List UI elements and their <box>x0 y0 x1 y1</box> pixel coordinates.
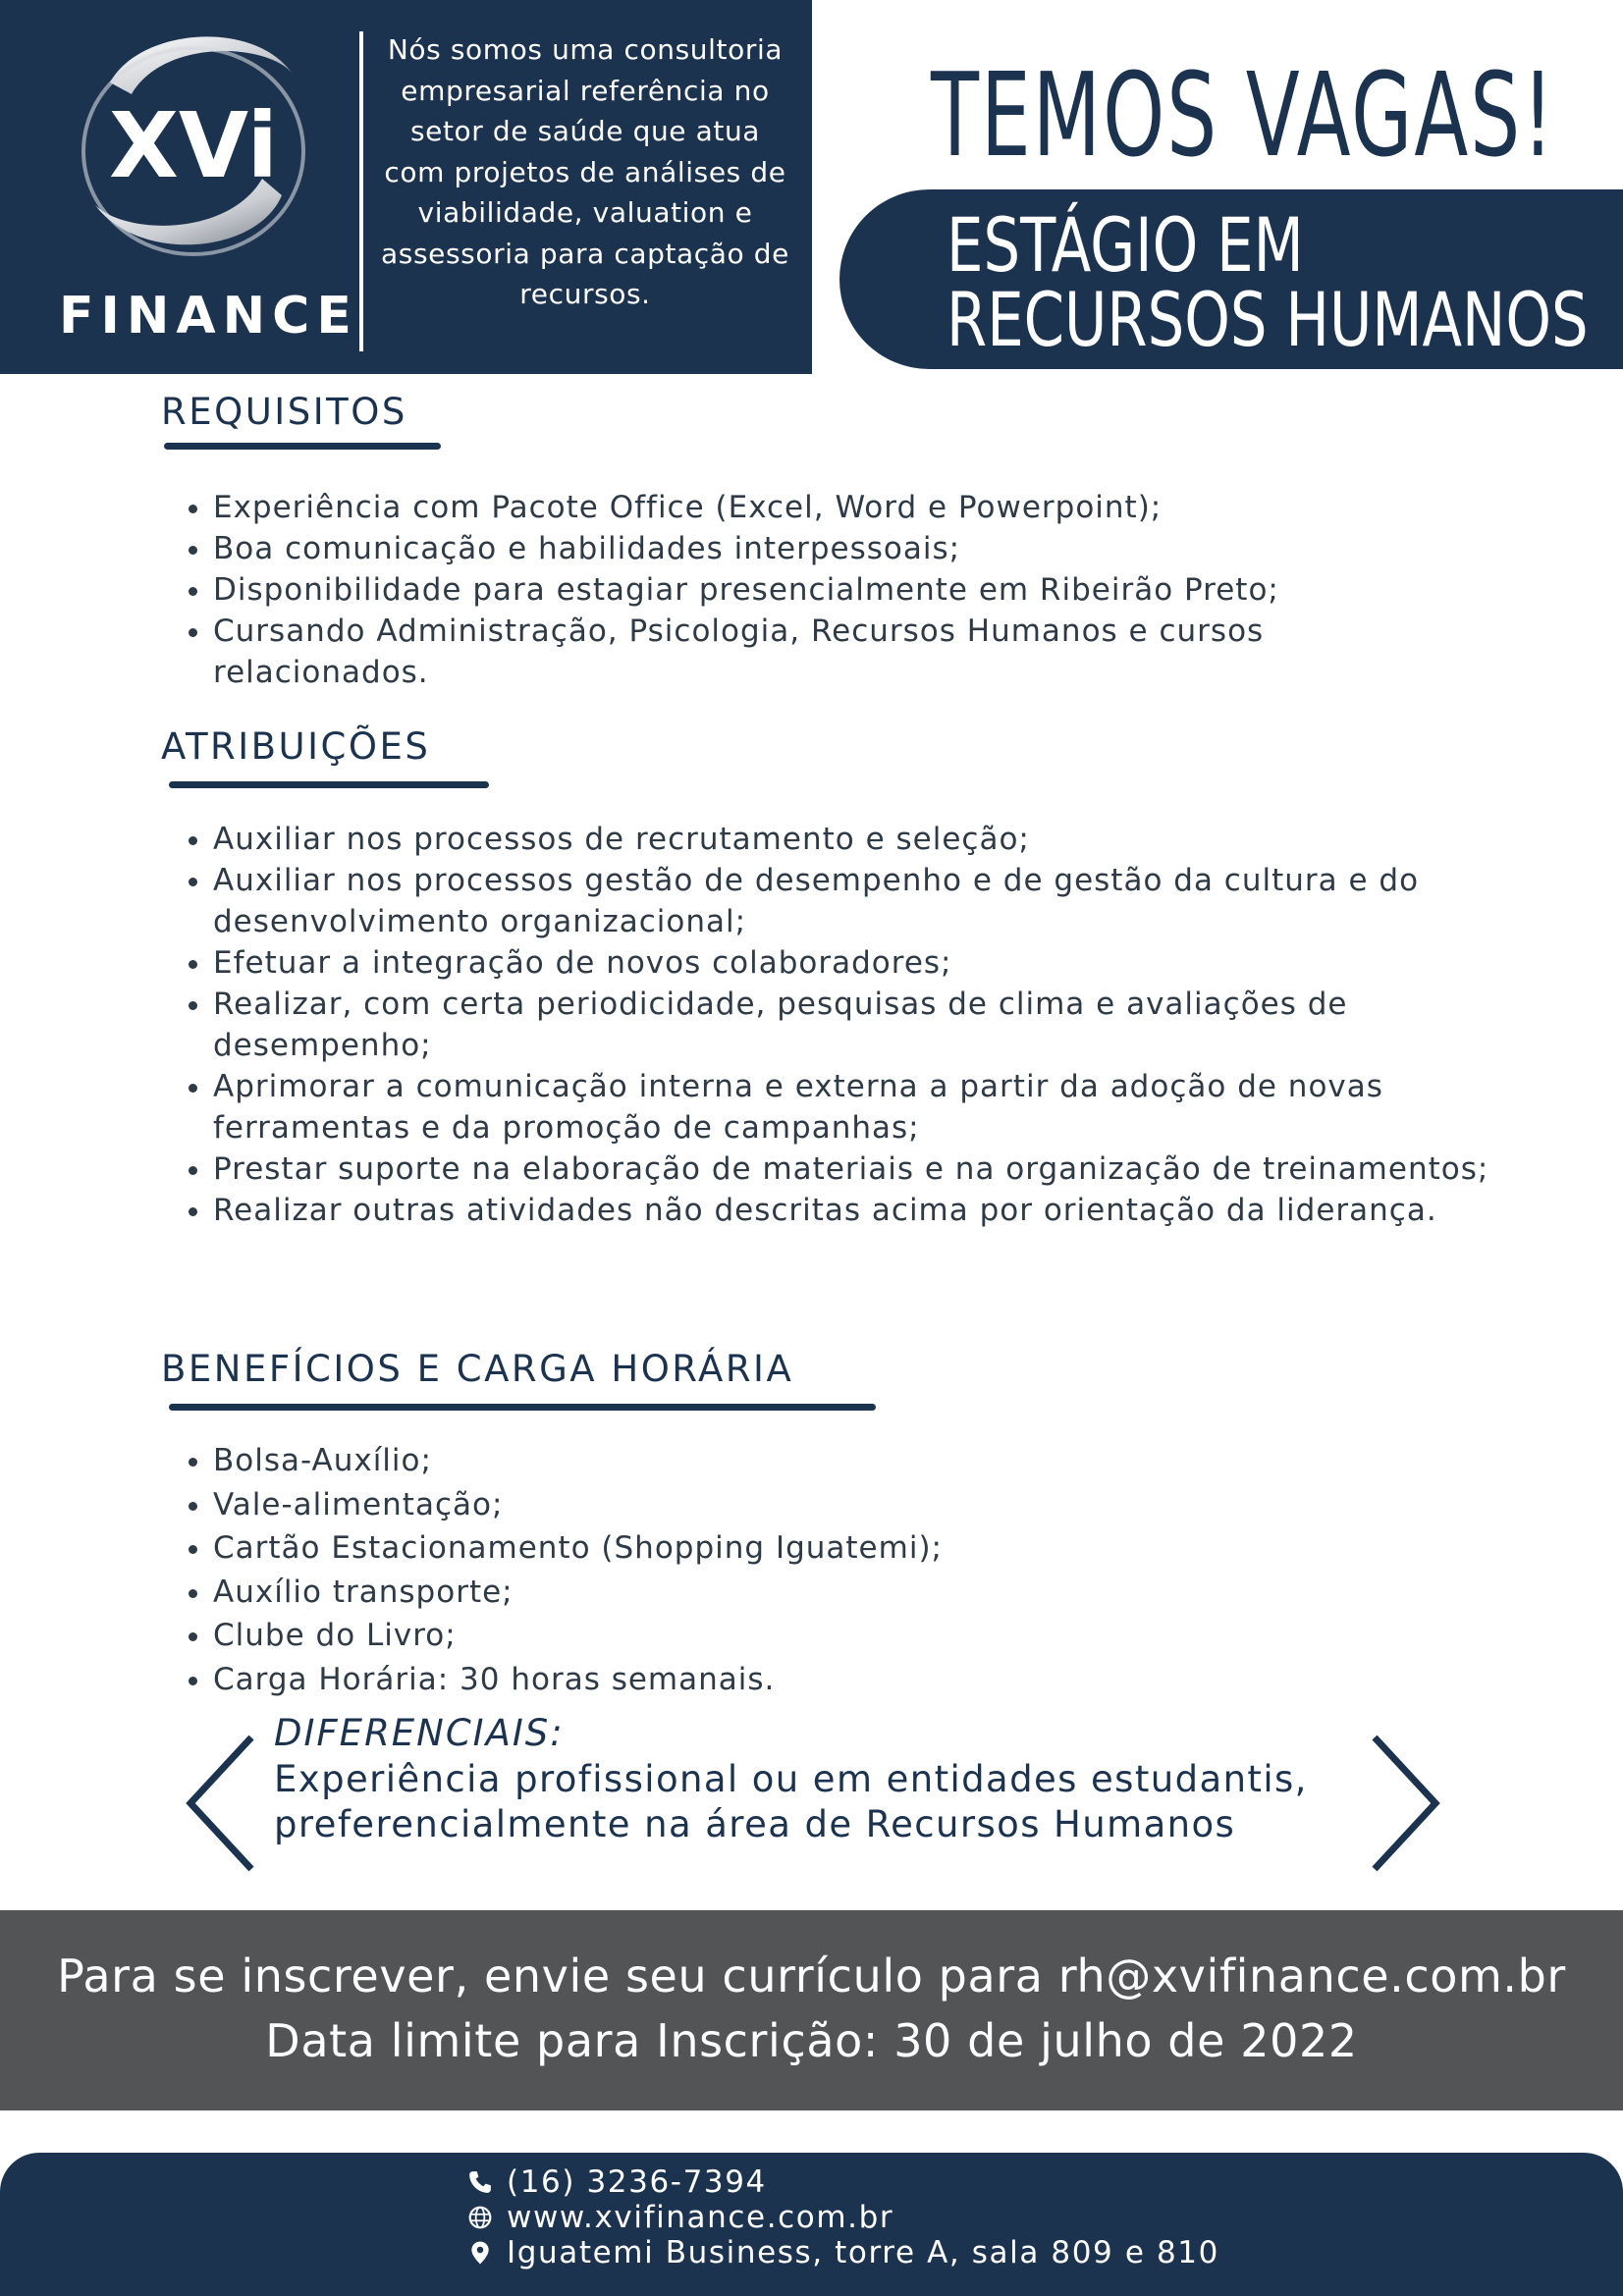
list-item: • Cursando Administração, Psicologia, Recursos Humanos e cursos relacionados. <box>213 611 1489 693</box>
contact-website[interactable] <box>467 2200 893 2235</box>
logo-wordmark: FINANCE <box>59 287 358 346</box>
atribuicoes-list <box>175 819 1519 1231</box>
phone-icon <box>467 2169 493 2195</box>
phone-number: (16) 3236-7394 <box>507 2164 767 2200</box>
beneficios-list <box>175 1439 1489 1701</box>
apply-instructions: Para se inscrever, envie seu currículo para rh@xvifinance.com.br <box>57 1949 1566 2002</box>
list-item: • Clube do Livro; <box>213 1614 1489 1658</box>
address-text: Iguatemi Business, torre A, sala 809 e 810 <box>507 2235 1219 2270</box>
website-link[interactable]: www.xvifinance.com.br <box>507 2200 894 2235</box>
job-title-line-2: RECURSOS HUMANOS <box>947 276 1589 363</box>
section-underline <box>169 1404 876 1411</box>
contact-address <box>467 2235 1219 2270</box>
list-item: • Auxílio transporte; <box>213 1571 1489 1615</box>
job-title <box>947 201 1589 363</box>
section-title-requisitos: REQUISITOS <box>161 391 407 433</box>
contact-phone <box>467 2164 767 2200</box>
list-item: • Auxiliar nos processos gestão de desempenho e de gestão da cultura e do desenvolvimento organizacional; <box>213 860 1519 942</box>
header-divider <box>359 31 363 351</box>
list-item: • Cartão Estacionamento (Shopping Iguatemi); <box>213 1526 1489 1571</box>
list-item: • Prestar suporte na elaboração de materiais e na organização de treinamentos; <box>213 1148 1519 1190</box>
section-underline <box>164 443 441 450</box>
job-title-line-1: ESTÁGIO EM <box>947 201 1304 289</box>
diferenciais-text: Experiência profissional ou em entidades estudantis, preferencialmente na área de Recursos Humanos <box>274 1758 1308 1845</box>
globe-icon <box>467 2205 493 2230</box>
deadline <box>0 2014 1623 2067</box>
list-item: • Aprimorar a comunicação interna e externa a partir da adoção de novas ferramentas e da promoção de campanhas; <box>213 1066 1519 1148</box>
deadline-date: 30 de julho de 2022 <box>878 2014 1358 2067</box>
footer <box>0 2153 1623 2296</box>
section-title-beneficios: BENEFÍCIOS E CARGA HORÁRIA <box>161 1348 794 1390</box>
list-item: • Carga Horária: 30 horas semanais. <box>213 1658 1489 1702</box>
chevron-left-icon <box>183 1734 257 1873</box>
list-item: • Auxiliar nos processos de recrutamento e seleção; <box>213 819 1519 860</box>
section-title-atribuicoes: ATRIBUIÇÕES <box>161 725 431 768</box>
logo-monogram: XVi <box>108 93 279 198</box>
list-item: • Vale-alimentação; <box>213 1483 1489 1527</box>
list-item: • Disponibilidade para estagiar presencialmente em Ribeirão Preto; <box>213 569 1489 611</box>
list-item: • Efetuar a integração de novos colaboradores; <box>213 942 1519 984</box>
deadline-label: Data limite para Inscrição: <box>265 2014 879 2067</box>
list-item: • Bolsa-Auxílio; <box>213 1439 1489 1483</box>
apply-banner <box>0 1910 1623 2110</box>
xvi-logo <box>71 14 316 269</box>
header-brand-panel <box>0 0 812 374</box>
company-description: Nós somos uma consultoria empresarial referência no setor de saúde que atua com projetos de análises de viabilidade, valuation e assessoria para captação de recursos. <box>381 33 789 310</box>
requisitos-list <box>175 487 1489 693</box>
list-item: • Boa comunicação e habilidades interpessoais; <box>213 528 1489 569</box>
list-item: • Experiência com Pacote Office (Excel, Word e Powerpoint); <box>213 487 1489 528</box>
list-item: • Realizar, com certa periodicidade, pesquisas de clima e avaliações de desempenho; <box>213 984 1519 1066</box>
section-underline <box>169 781 489 788</box>
map-pin-icon <box>467 2240 493 2266</box>
page-title: TEMOS VAGAS! <box>931 47 1556 183</box>
diferenciais-label: DIFERENCIAIS: <box>274 1712 565 1754</box>
list-item: • Realizar outras atividades não descritas acima por orientação da liderança. <box>213 1190 1519 1231</box>
